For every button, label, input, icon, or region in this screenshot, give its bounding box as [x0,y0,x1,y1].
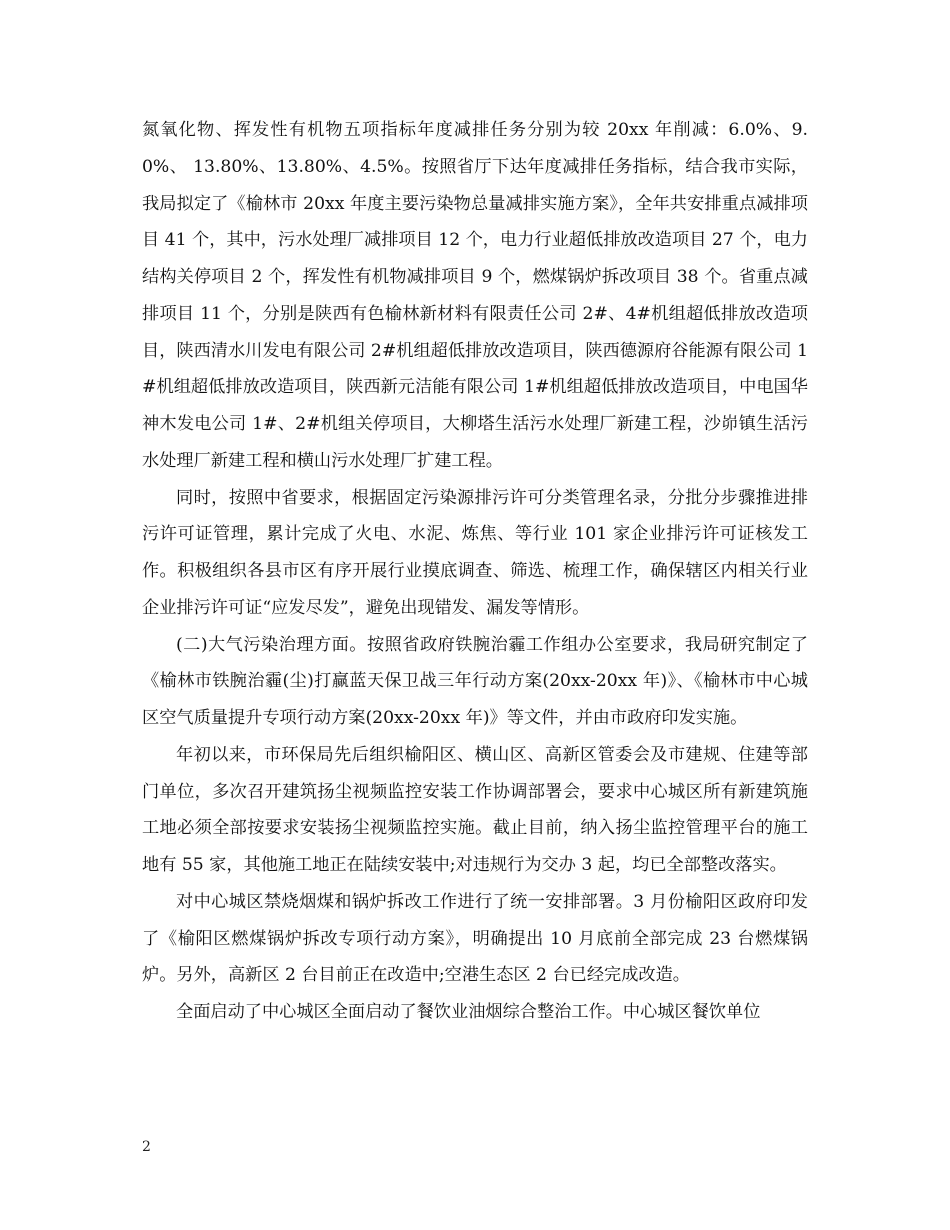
document-body [142,112,808,1031]
paragraph-4: 年初以来，市环保局先后组织榆阳区、横山区、高新区管委会及市建规、住建等部门单位，多次召开建筑扬尘视频监控安装工作协调部署会，要求中心城区所有新建筑施工地必须全部按要求安装扬尘视频监控实施。截止目前，纳入扬尘监控管理平台的施工地有 55 家，其他施工地正在陆续安装中;对违规行为交办 3 起，均已全部整改落实。 [142,744,808,875]
paragraph-5: 对中心城区禁烧烟煤和锅炉拆改工作进行了统一安排部署。3 月份榆阳区政府印发了《榆阳区燃煤锅炉拆改专项行动方案》，明确提出 10 月底前全部完成 23 台燃煤锅炉。另外，高新区 2 台目前正在改造中;空港生态区 2 台已经完成改造。 [142,891,808,986]
paragraph-6: 全面启动了中心城区全面启动了餐饮业油烟综合整治工作。中心城区餐饮单位 [176,1002,761,1022]
page-number: 2 [142,1139,151,1155]
paragraph-2: 同时，按照中省要求，根据固定污染源排污许可分类管理名录，分批分步骤推进排污许可证管理，累计完成了火电、水泥、炼焦、等行业 101 家企业排污许可证核发工作。积极组织各县市区有序开展行业摸底调查、筛选、梳理工作，确保辖区内相关行业企业排污许可证“应发尽发”，避免出现错发、漏发等情形。 [142,487,808,618]
paragraph-1: 氮氧化物、挥发性有机物五项指标年度减排任务分别为较 20xx 年削减：6.0%、9.0%、 13.80%、13.80%、4.5%。按照省厅下达年度减排任务指标，结合我市实际，我局拟定了《榆林市 20xx 年度主要污染物总量减排实施方案》，全年共安排重点减排项目 41 个，其中，污水处理厂减排项目 12 个，电力行业超低排放改造项目 27 个，电力结构关停项目 2 个，挥发性有机物减排项目 9 个，燃煤锅炉拆改项目 38 个。省重点减排项目 11 个，分别是陕西有色榆林新材料有限责任公司 2#、4#机组超低排放改造项目，陕西清水川发电有限公司 2#机组超低排放改造项目，陕西德源府谷能源有限公司 1#机组超低排放改造项目，陕西新元洁能有限公司 1#机组超低排放改造项目，中电国华神木发电公司 1#、2#机组关停项目，大柳塔生活污水处理厂新建工程，沙峁镇生活污水处理厂新建工程和横山污水处理厂扩建工程。 [142,120,808,471]
paragraph-3: (二)大气污染治理方面。按照省政府铁腕治霾工作组办公室要求，我局研究制定了《榆林市铁腕治霾(尘)打赢蓝天保卫战三年行动方案(20xx-20xx 年)》、《榆林市中心城区空气质量提升专项行动方案(20xx-20xx 年)》等文件，并由市政府印发实施。 [142,634,808,728]
